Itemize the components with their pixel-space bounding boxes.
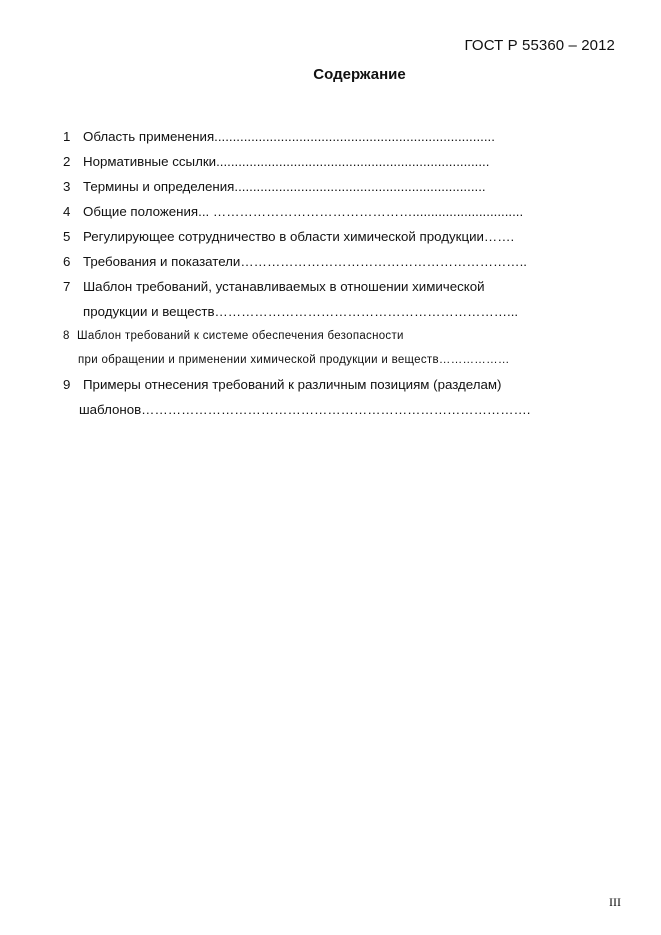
toc-entry-1[interactable] [63,128,623,153]
toc-entry-4[interactable] [63,203,623,228]
toc-entry-number: 7 [63,279,71,294]
toc-entry-2[interactable] [63,153,623,178]
toc-entry-text: Требования и показатели……………………………………………………….. [83,254,527,269]
toc-entry-number: 9 [63,377,71,392]
document-code: ГОСТ Р 55360 – 2012 [464,37,615,54]
toc-entry-text-continued: продукции и веществ…………………………………………………………... [83,304,519,319]
toc-entry-7[interactable] [63,278,623,328]
toc-entry-number: 4 [63,204,71,219]
toc-entry-number: 1 [63,129,71,144]
toc-entry-text: Общие положения... ……………………………………….............................. [83,204,524,219]
toc-entry-6[interactable] [63,253,623,278]
toc-entry-number: 6 [63,254,71,269]
toc-entry-number: 8 [63,330,70,342]
toc-entry-5[interactable] [63,228,623,253]
toc-entry-text: Регулирующее сотрудничество в области химической продукции……. [83,229,515,244]
toc-entry-text: Шаблон требований, устанавливаемых в отношении химической [83,279,485,294]
table-of-contents [63,128,623,426]
page-number: III [609,895,621,909]
toc-entry-text: Термины и определения.................................................................... [83,179,486,194]
toc-entry-number: 3 [63,179,71,194]
toc-entry-text: Нормативные ссылки.......................................................................... [83,154,490,169]
toc-entry-text: Область применения............................................................................ [83,129,495,144]
toc-entry-8[interactable] [63,328,623,376]
toc-entry-text: Примеры отнесения требований к различным позициям (разделам) [83,377,502,392]
toc-entry-number: 2 [63,154,71,169]
toc-entry-text: Шаблон требований к системе обеспечения безопасности [77,330,404,342]
toc-entry-text-continued: при обращении и применении химической продукции и веществ……………… [78,354,510,366]
toc-entry-number: 5 [63,229,71,244]
page-title: Содержание [313,66,406,83]
toc-entry-text-continued: шаблонов……………………………………………………………………………. [79,402,531,417]
toc-entry-3[interactable] [63,178,623,203]
toc-entry-9[interactable] [63,376,623,426]
